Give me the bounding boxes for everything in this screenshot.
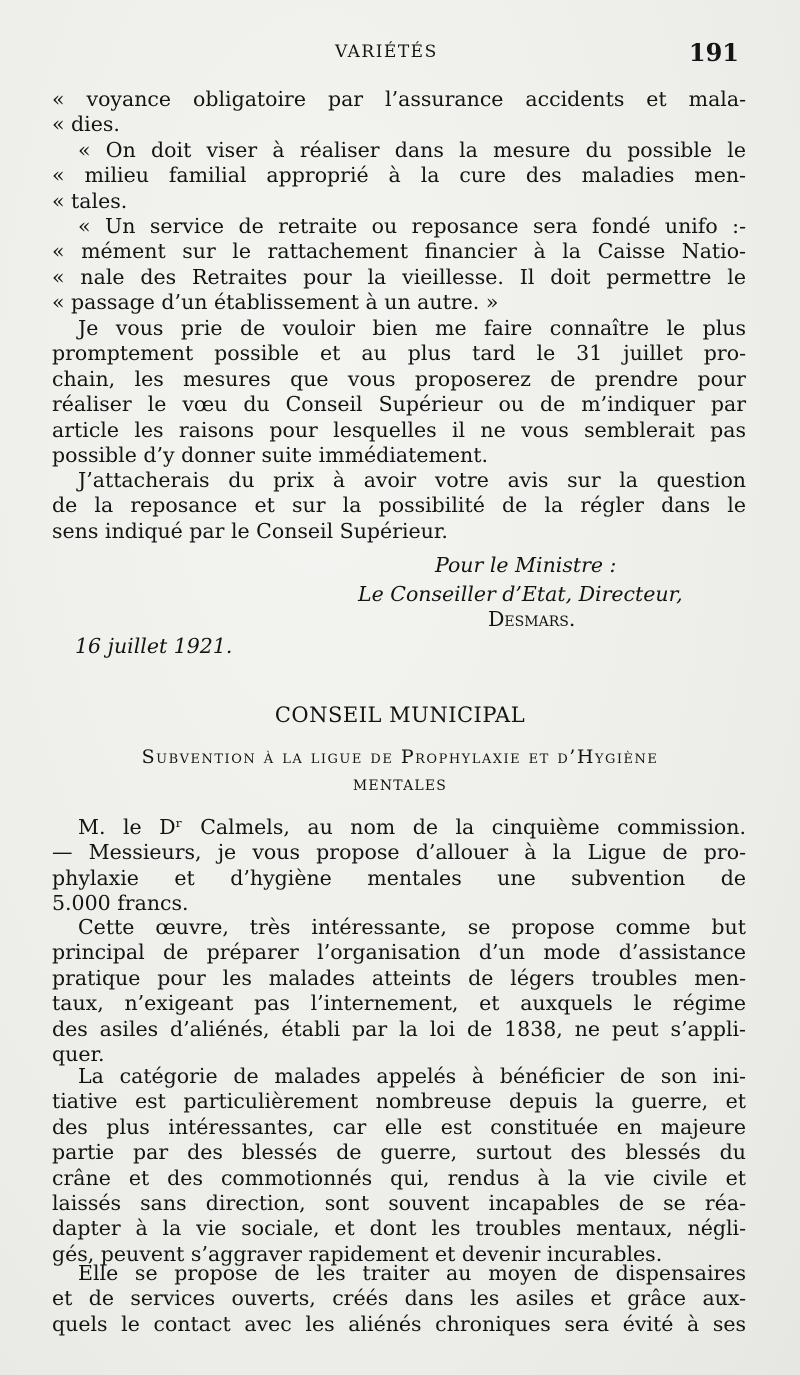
text-line: des asiles d’aliénés, établi par la loi de 1838, ne peut s’appli- <box>52 1016 746 1041</box>
text-line: « dies. <box>52 112 120 137</box>
text-line: de la reposance et sur la possibilité de la régler dans le <box>52 493 746 518</box>
text-line: sens indiqué par le Conseil Supérieur. <box>52 518 448 543</box>
text-line: principal de préparer l’organisation d’un mode d’assistance <box>52 940 746 965</box>
page-number: 191 <box>688 38 739 67</box>
text-line: « Un service de retraite ou reposance sera fondé unifo :- <box>78 213 746 238</box>
text-line: J’attacherais du prix à avoir votre avis sur la question <box>78 468 746 492</box>
section-title: CONSEIL MUNICIPAL <box>274 703 526 727</box>
signature-line: Pour le Ministre : <box>435 553 617 577</box>
text-line: réaliser le vœu du Conseil Supérieur ou de m’indiquer par <box>52 392 746 417</box>
text-line: Cette œuvre, très intéressante, se propose comme but <box>78 915 746 939</box>
text-line: Je vous prie de vouloir bien me faire connaître le plus <box>78 316 746 340</box>
text-line: La catégorie de malades appelés à bénéficier de son ini- <box>78 1064 746 1088</box>
text-line: des plus intéressantes, car elle est constituée en majeure <box>52 1114 746 1139</box>
letter-paragraph <box>52 468 746 544</box>
text-line: Elle se propose de les traiter au moyen de dispensaires <box>78 1261 746 1285</box>
text-line: pratique pour les malades atteints de légers troubles men- <box>52 965 746 990</box>
text-line: « passage d’un établissement à un autre. » <box>52 290 499 315</box>
letter-date: 16 juillet 1921. <box>75 634 233 658</box>
letter-paragraph <box>52 316 746 468</box>
text-line: « tales. <box>52 188 128 213</box>
section-subtitle-continued: MENTALES <box>352 778 448 794</box>
text-line: quels le contact avec les aliénés chroniques sera évité à ses <box>52 1311 746 1336</box>
text-line: gés, peuvent s’aggraver rapidement et devenir incurables. <box>52 1241 663 1266</box>
text-line: article les raisons pour lesquelles il ne vous semblerait pas <box>52 417 746 442</box>
text-line: possible d’y donner suite immédiatement. <box>52 442 488 467</box>
article-paragraph <box>52 1261 746 1337</box>
signature-name: Desmars. <box>488 607 576 631</box>
text-line: chain, les mesures que vous proposerez de prendre pour <box>52 366 746 391</box>
text-line: « milieu familial approprié à la cure des maladies men- <box>52 163 746 188</box>
text-line: M. le Dʳ Calmels, au nom de la cinquième commission. <box>78 815 746 839</box>
text-line: « voyance obligatoire par l’assurance accidents et mala- <box>52 87 746 111</box>
page-header <box>55 38 745 72</box>
article-paragraph <box>52 1064 746 1267</box>
section-subtitle: Subvention à la ligue de Prophylaxie et d’Hygiène <box>141 746 659 768</box>
article-paragraph <box>52 815 746 917</box>
text-line: « mément sur le rattachement financier à la Caisse Natio- <box>52 239 746 264</box>
text-line: promptement possible et au plus tard le 31 juillet pro- <box>52 341 746 366</box>
text-line: partie par des blessés de guerre, surtout des blessés du <box>52 1140 746 1165</box>
text-line: laissés sans direction, sont souvent incapables de se réa- <box>52 1190 746 1215</box>
text-line: crâne et des commotionnés qui, rendus à la vie civile et <box>52 1165 746 1190</box>
text-line: dapter à la vie sociale, et dont les troubles mentaux, négli- <box>52 1216 746 1241</box>
text-line: — Messieurs, je vous propose d’allouer à la Ligue de pro- <box>52 840 746 865</box>
article-paragraph <box>52 915 746 1067</box>
signature-title: Le Conseiller d’Etat, Directeur, <box>358 582 683 606</box>
running-title: VARIÉTÉS <box>335 42 438 62</box>
text-line: 5.000 francs. <box>52 891 189 916</box>
text-line: « nale des Retraites pour la vieillesse. Il doit permettre le <box>52 264 746 289</box>
quoted-passage <box>52 87 746 316</box>
text-line: taux, n’exigeant pas l’internement, et auxquels le régime <box>52 991 746 1016</box>
text-line: tiative est particulièrement nombreuse depuis la guerre, et <box>52 1089 746 1114</box>
text-line: et de services ouverts, créés dans les asiles et grâce aux- <box>52 1286 746 1311</box>
text-line: « On doit viser à réaliser dans la mesure du possible le <box>78 137 746 162</box>
text-line: quer. <box>52 1041 105 1066</box>
text-line: phylaxie et d’hygiène mentales une subvention de <box>52 865 746 890</box>
